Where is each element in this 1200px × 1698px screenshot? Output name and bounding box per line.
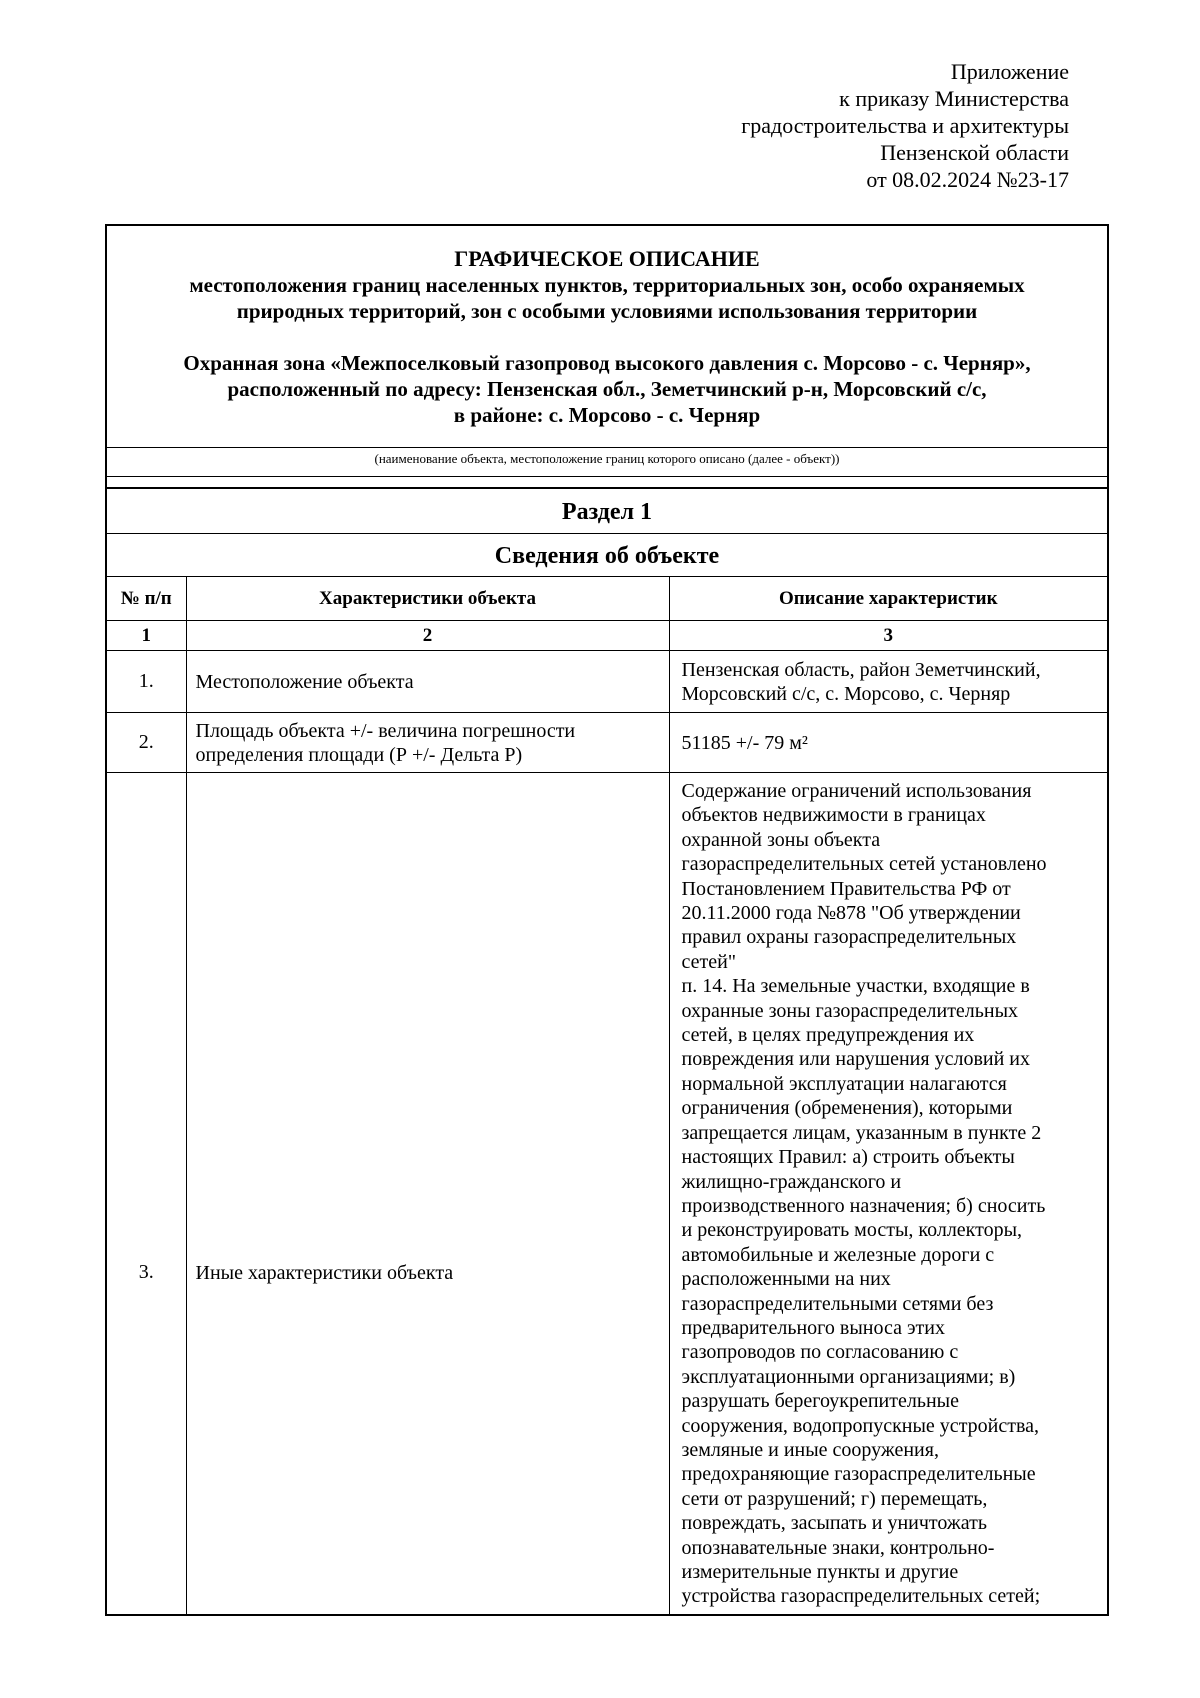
- appendix-line-4: Пензенской области: [880, 140, 1069, 165]
- row-description: Пензенская область, район Земетчинский, Морсовский с/с, с. Морсово, с. Черняр: [669, 651, 1107, 713]
- header-characteristic: Характеристики объекта: [186, 577, 669, 621]
- row-characteristic: Иные характеристики объекта: [186, 773, 669, 1617]
- appendix-line-3: градостроительства и архитектуры: [741, 113, 1069, 138]
- row-description: Содержание ограничений использования объектов недвижимости в границах охранной зоны объекта газораспределительных сетей установлено Постановлением Правительства РФ от 20.11.2000 года №878 "Об утверждении правил охраны газораспределительных сетей" п. 14. На земельные участки, входящие в охранные зоны газораспределительных сетей, в целях предупреждения их повреждения или нарушения условий их нормальной эксплуатации налагаются ограничения (обременения), которыми запрещается лицам, указанным в пункте 2 настоящих Правил: а) строить объекты жилищно-гражданского и производственного назначения; б) сносить и реконструировать мосты, коллекторы, автомобильные и железные дороги с расположенными на них газораспределительными сетями без предварительного выноса этих газопроводов по согласованию с эксплуатационными организациями; в) разрушать берегоукрепительные сооружения, водопропускные устройства, земляные и иные сооружения, предохраняющие газораспределительные сети от разрушений; г) перемещать, повреждать, засыпать и уничтожать опознавательные знаки, контрольно- измерительные пункты и другие устройства газораспределительных сетей;: [669, 773, 1107, 1617]
- column-number-3: 3: [669, 621, 1107, 651]
- column-number-row: [107, 621, 1107, 651]
- document-frame: [105, 224, 1109, 1616]
- spacer-row: [107, 476, 1107, 487]
- appendix-line-2: к приказу Министерства: [839, 86, 1069, 111]
- table-row: [107, 713, 1107, 773]
- table-header-row: [107, 577, 1107, 621]
- appendix-line-1: Приложение: [950, 59, 1069, 84]
- document-subtitle-line-2: природных территорий, зон с особыми условиями использования территории: [236, 299, 978, 323]
- header-num: № п/п: [107, 577, 186, 621]
- header-description: Описание характеристик: [669, 577, 1107, 621]
- characteristics-table: [107, 576, 1107, 1616]
- appendix-block: [469, 58, 1069, 193]
- table-row: [107, 651, 1107, 713]
- row-characteristic: Местоположение объекта: [186, 651, 669, 713]
- row-number: 3.: [107, 773, 186, 1617]
- object-name-line-3: в районе: с. Морсово - с. Черняр: [453, 403, 761, 427]
- document-subtitle-line-1: местоположения границ населенных пунктов, территориальных зон, особо охраняемых: [189, 273, 1025, 297]
- object-name-line-2: расположенный по адресу: Пензенская обл., Земетчинский р-н, Морсовский с/с,: [227, 377, 987, 401]
- row-characteristic: Площадь объекта +/- величина погрешности определения площади (Р +/- Дельта Р): [186, 713, 669, 773]
- object-name-line-1: Охранная зона «Межпоселковый газопровод высокого давления с. Морсово - с. Черняр»,: [183, 351, 1031, 375]
- document-title: ГРАФИЧЕСКОЕ ОПИСАНИЕ: [454, 246, 760, 271]
- document-header: [107, 226, 1107, 447]
- row-description: 51185 +/- 79 м²: [669, 713, 1107, 773]
- row-number: 1.: [107, 651, 186, 713]
- object-caption: (наименование объекта, местоположение границ которого описано (далее - объект)): [107, 447, 1107, 476]
- column-number-2: 2: [186, 621, 669, 651]
- appendix-line-5: от 08.02.2024 №23-17: [866, 167, 1069, 192]
- section-title: Раздел 1: [107, 487, 1107, 533]
- row-number: 2.: [107, 713, 186, 773]
- section-subtitle: Сведения об объекте: [107, 533, 1107, 576]
- column-number-1: 1: [107, 621, 186, 651]
- table-row: [107, 773, 1107, 1617]
